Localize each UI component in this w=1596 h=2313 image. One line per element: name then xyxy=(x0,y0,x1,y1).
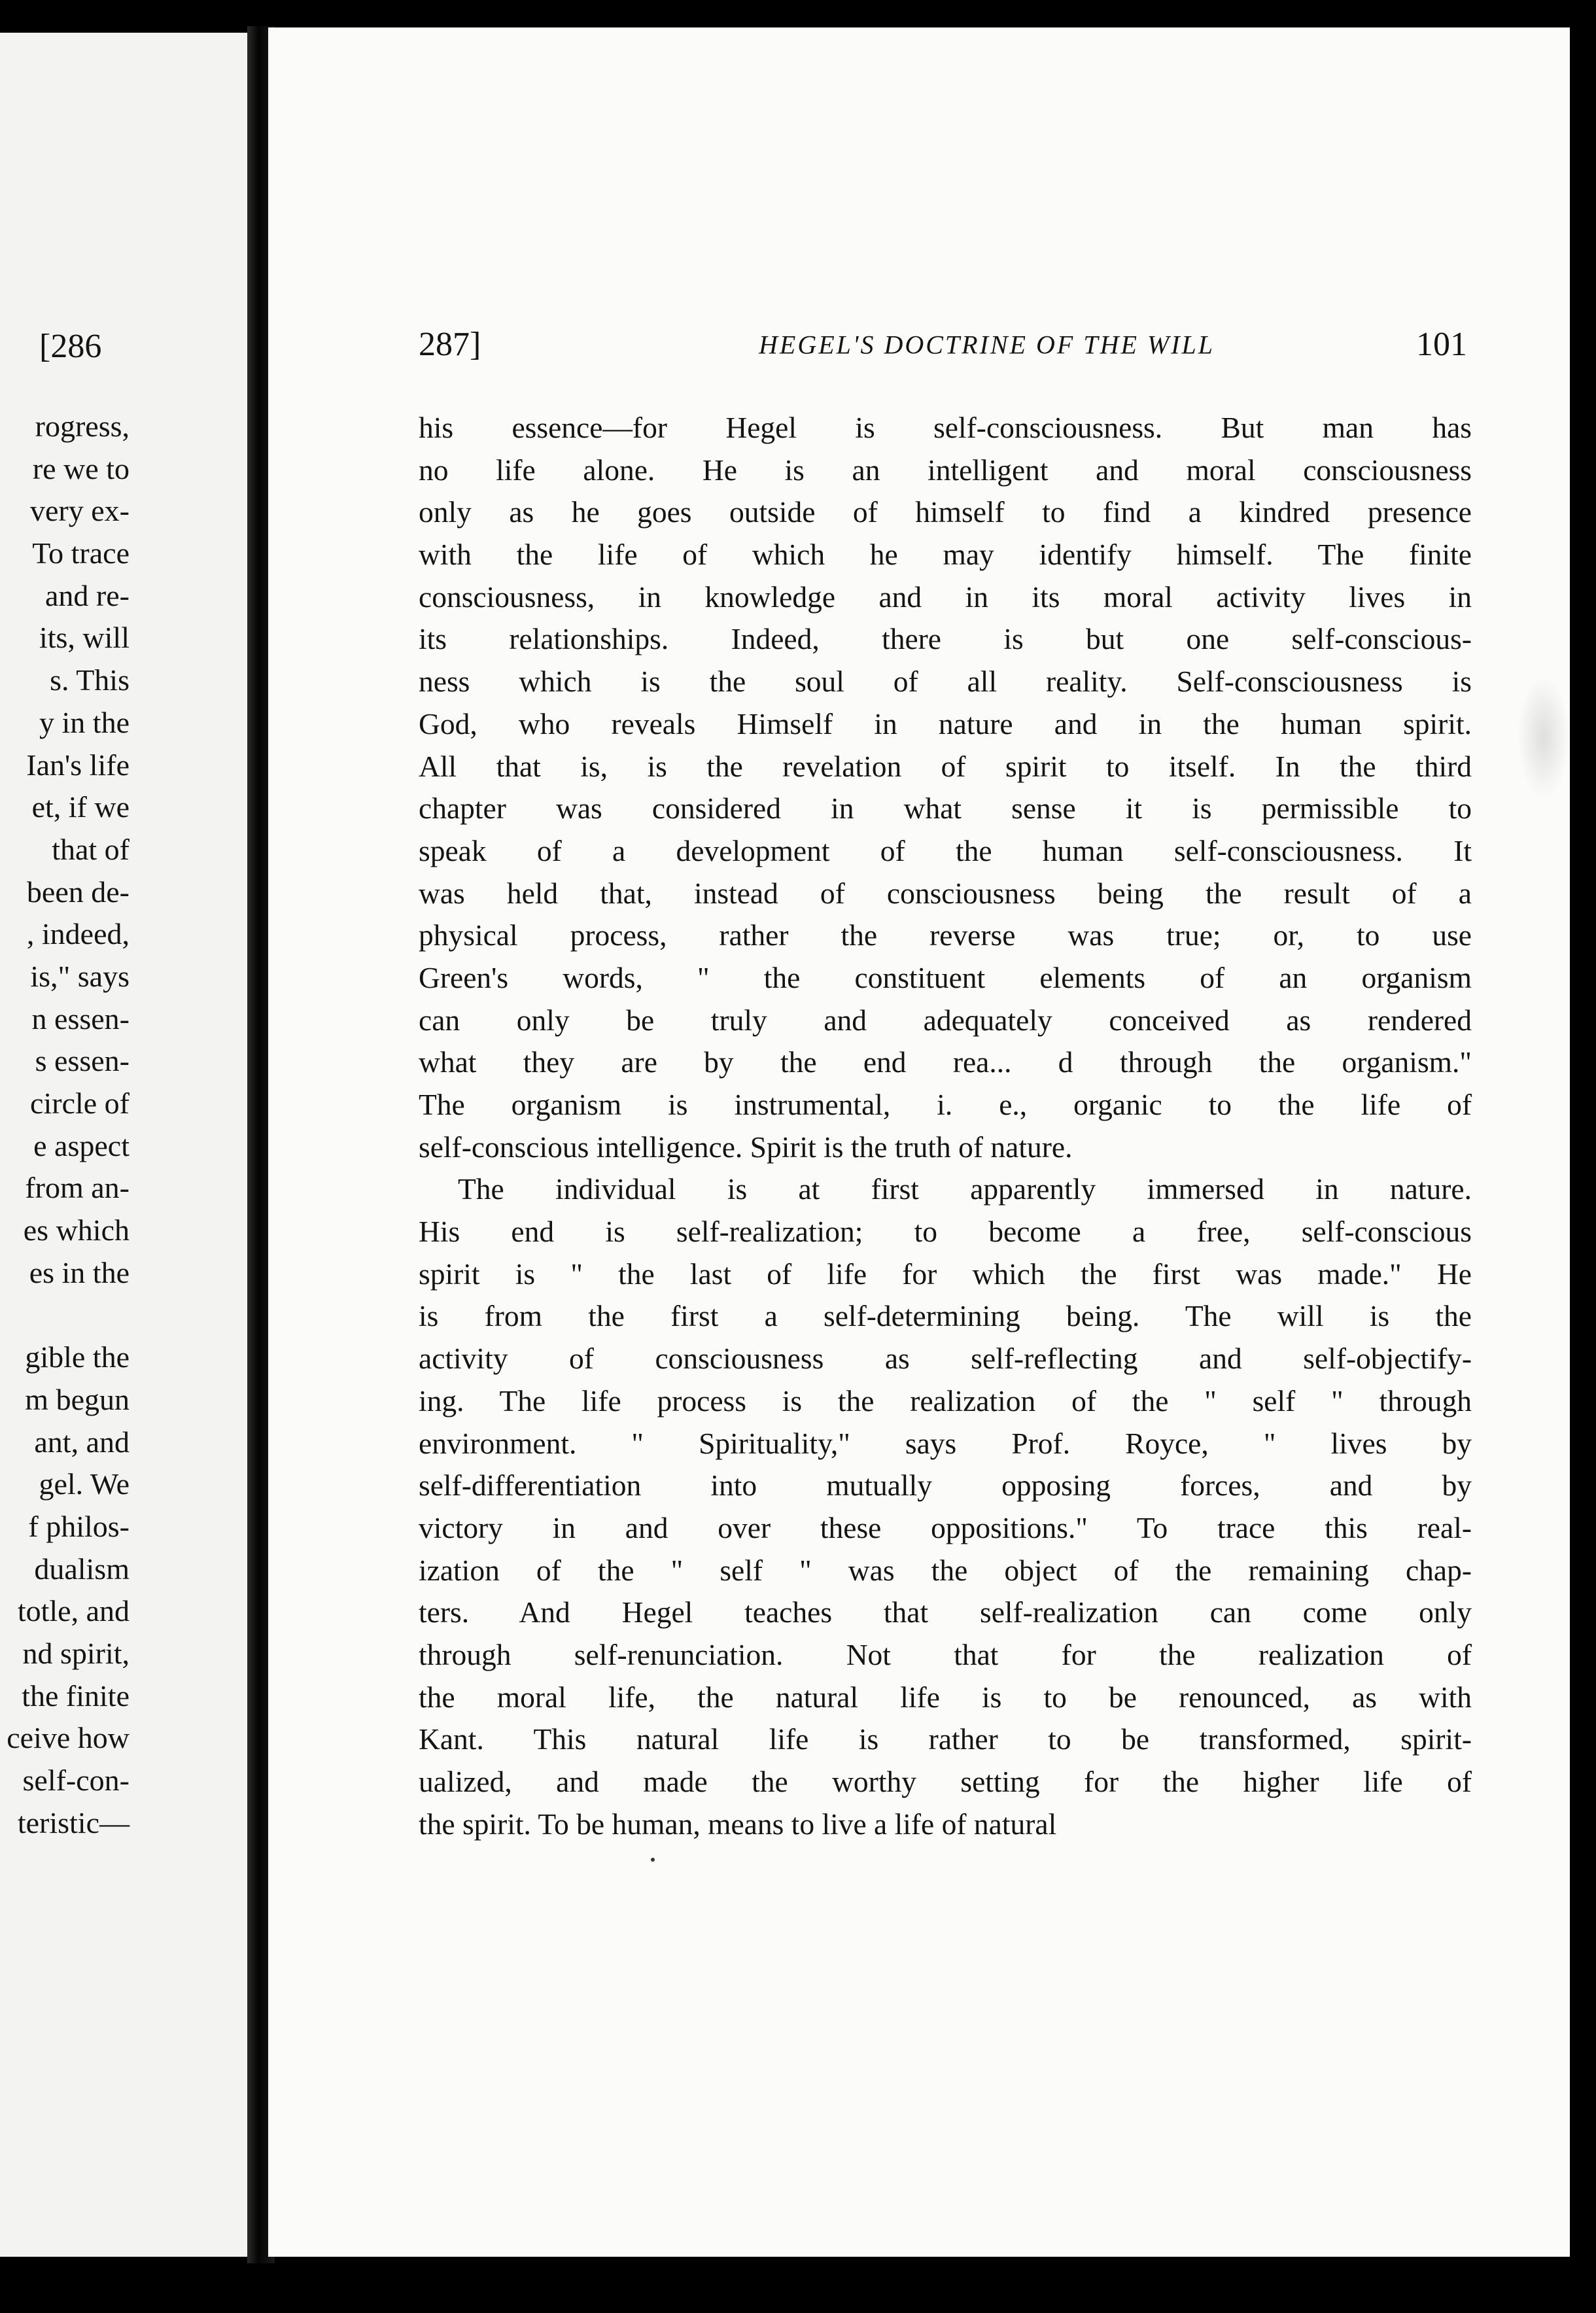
previous-page-line: s. This xyxy=(50,663,130,697)
body-line: All that is, is the revelation of spirit to itself. In the third xyxy=(419,749,1472,783)
body-line: ing. The life process is the realization of the " self " through xyxy=(419,1383,1472,1417)
previous-page-line: To trace xyxy=(32,536,130,570)
previous-page-line: nd spirit, xyxy=(22,1636,130,1670)
body-line: the spirit. To be human, means to live a life of natural xyxy=(419,1807,1057,1841)
previous-page-line: totle, and xyxy=(17,1594,130,1628)
previous-page-line: es in the xyxy=(29,1255,130,1289)
body-line: self-differentiation into mutually opposing forces, and by xyxy=(419,1469,1472,1503)
previous-page-line: m begun xyxy=(25,1382,130,1416)
body-line: spirit is " the last of life for which the first was made." He xyxy=(419,1257,1472,1291)
previous-page-line: its, will xyxy=(39,621,130,655)
previous-page-text-fragments xyxy=(0,406,130,1844)
previous-page-line: rogress, xyxy=(35,409,130,443)
body-line: with the life of which he may identify himself. The finite xyxy=(419,538,1472,572)
previous-page-line: es which xyxy=(23,1213,130,1247)
previous-page-line xyxy=(0,1294,130,1336)
body-line: His end is self-realization; to become a free, self-conscious xyxy=(419,1215,1472,1249)
previous-page-line: self-con- xyxy=(22,1764,130,1797)
previous-page-line: very ex- xyxy=(30,494,130,528)
body-line: The individual is at first apparently immersed in nature. xyxy=(458,1172,1472,1206)
previous-page-line: is," says xyxy=(30,959,130,993)
body-line: self-conscious intelligence. Spirit is the truth of nature. xyxy=(419,1130,1073,1164)
body-line: his essence—for Hegel is self-consciousness. But man has xyxy=(419,411,1472,444)
previous-page-line: y in the xyxy=(39,705,130,739)
body-line: ters. And Hegel teaches that self-realization can come only xyxy=(419,1595,1472,1629)
body-line: through self-renunciation. Not that for the realization of xyxy=(419,1637,1472,1671)
body-line: environment. " Spirituality," says Prof. Royce, " lives by xyxy=(419,1426,1472,1460)
ink-speck xyxy=(651,1858,655,1862)
body-line: ualized, and made the worthy setting for the higher life of xyxy=(419,1765,1472,1798)
body-line: what they are by the end rea... d through the organism." xyxy=(419,1045,1472,1079)
body-line: God, who reveals Himself in nature and in the human spirit. xyxy=(419,706,1472,740)
previous-page-line: gible the xyxy=(25,1340,130,1374)
previous-page-line: ant, and xyxy=(34,1425,130,1459)
body-line: activity of consciousness as self-reflecting and self-objectify- xyxy=(419,1342,1472,1376)
previous-page-line: dualism xyxy=(34,1552,130,1586)
previous-page-line: that of xyxy=(52,832,130,866)
body-line: The organism is instrumental, i. e., organic to the life of xyxy=(419,1088,1472,1121)
previous-page-number: [286 xyxy=(39,328,102,365)
previous-page-line: f philos- xyxy=(28,1509,130,1543)
previous-page-line: the finite xyxy=(22,1678,130,1713)
body-line: Green's words, " the constituent elements of an organism xyxy=(419,960,1472,994)
previous-page-line: teristic— xyxy=(17,1805,130,1839)
previous-page-line: from an- xyxy=(25,1171,130,1205)
previous-page-line: et, if we xyxy=(31,790,130,824)
previous-page-line: ceive how xyxy=(7,1721,130,1755)
previous-page-line: , indeed, xyxy=(26,917,130,951)
previous-page-line: n essen- xyxy=(31,1001,130,1035)
previous-page-line: e aspect xyxy=(33,1128,130,1162)
body-line: speak of a development of the human self-consciousness. It xyxy=(419,833,1472,867)
body-line: the moral life, the natural life is to be renounced, as with xyxy=(419,1680,1472,1714)
body-line: physical process, rather the reverse was true; or, to use xyxy=(419,918,1472,952)
body-line: can only be truly and adequately conceived as rendered xyxy=(419,1003,1472,1037)
header-left-page-number: 287] xyxy=(419,326,481,363)
body-line: ization of the " self " was the object of the remaining chap- xyxy=(419,1553,1472,1587)
previous-page-line: s essen- xyxy=(35,1044,130,1078)
body-line: consciousness, in knowledge and in its moral activity lives in xyxy=(419,580,1472,614)
previous-page-line: re we to xyxy=(32,451,130,485)
previous-page-line: gel. We xyxy=(39,1467,130,1501)
body-line: chapter was considered in what sense it is permissible to xyxy=(419,791,1472,826)
body-line: ness which is the soul of all reality. Self-consciousness is xyxy=(419,665,1472,699)
previous-page-line: and re- xyxy=(45,578,130,612)
running-title: HEGEL'S DOCTRINE OF THE WILL xyxy=(759,330,1215,360)
previous-page-line: circle of xyxy=(30,1087,130,1120)
body-line: is from the first a self-determining being. The will is the xyxy=(419,1299,1472,1333)
body-line: was held that, instead of consciousness being the result of a xyxy=(419,876,1472,910)
current-page xyxy=(268,27,1570,2257)
body-line: its relationships. Indeed, there is but one self-conscious- xyxy=(419,622,1472,656)
previous-page xyxy=(0,33,247,2257)
body-line: only as he goes outside of himself to find a kindred presence xyxy=(419,495,1472,529)
body-line: Kant. This natural life is rather to be transformed, spirit- xyxy=(419,1722,1472,1756)
page-smudge xyxy=(1518,675,1570,799)
body-line: no life alone. He is an intelligent and moral consciousness xyxy=(419,453,1472,487)
previous-page-line: Ian's life xyxy=(26,748,130,782)
page-header xyxy=(419,325,1570,371)
header-right-page-number: 101 xyxy=(1416,326,1467,363)
previous-page-line: been de- xyxy=(26,875,130,909)
body-text xyxy=(419,407,1472,1845)
body-line: victory in and over these oppositions." To trace this real- xyxy=(419,1510,1472,1544)
